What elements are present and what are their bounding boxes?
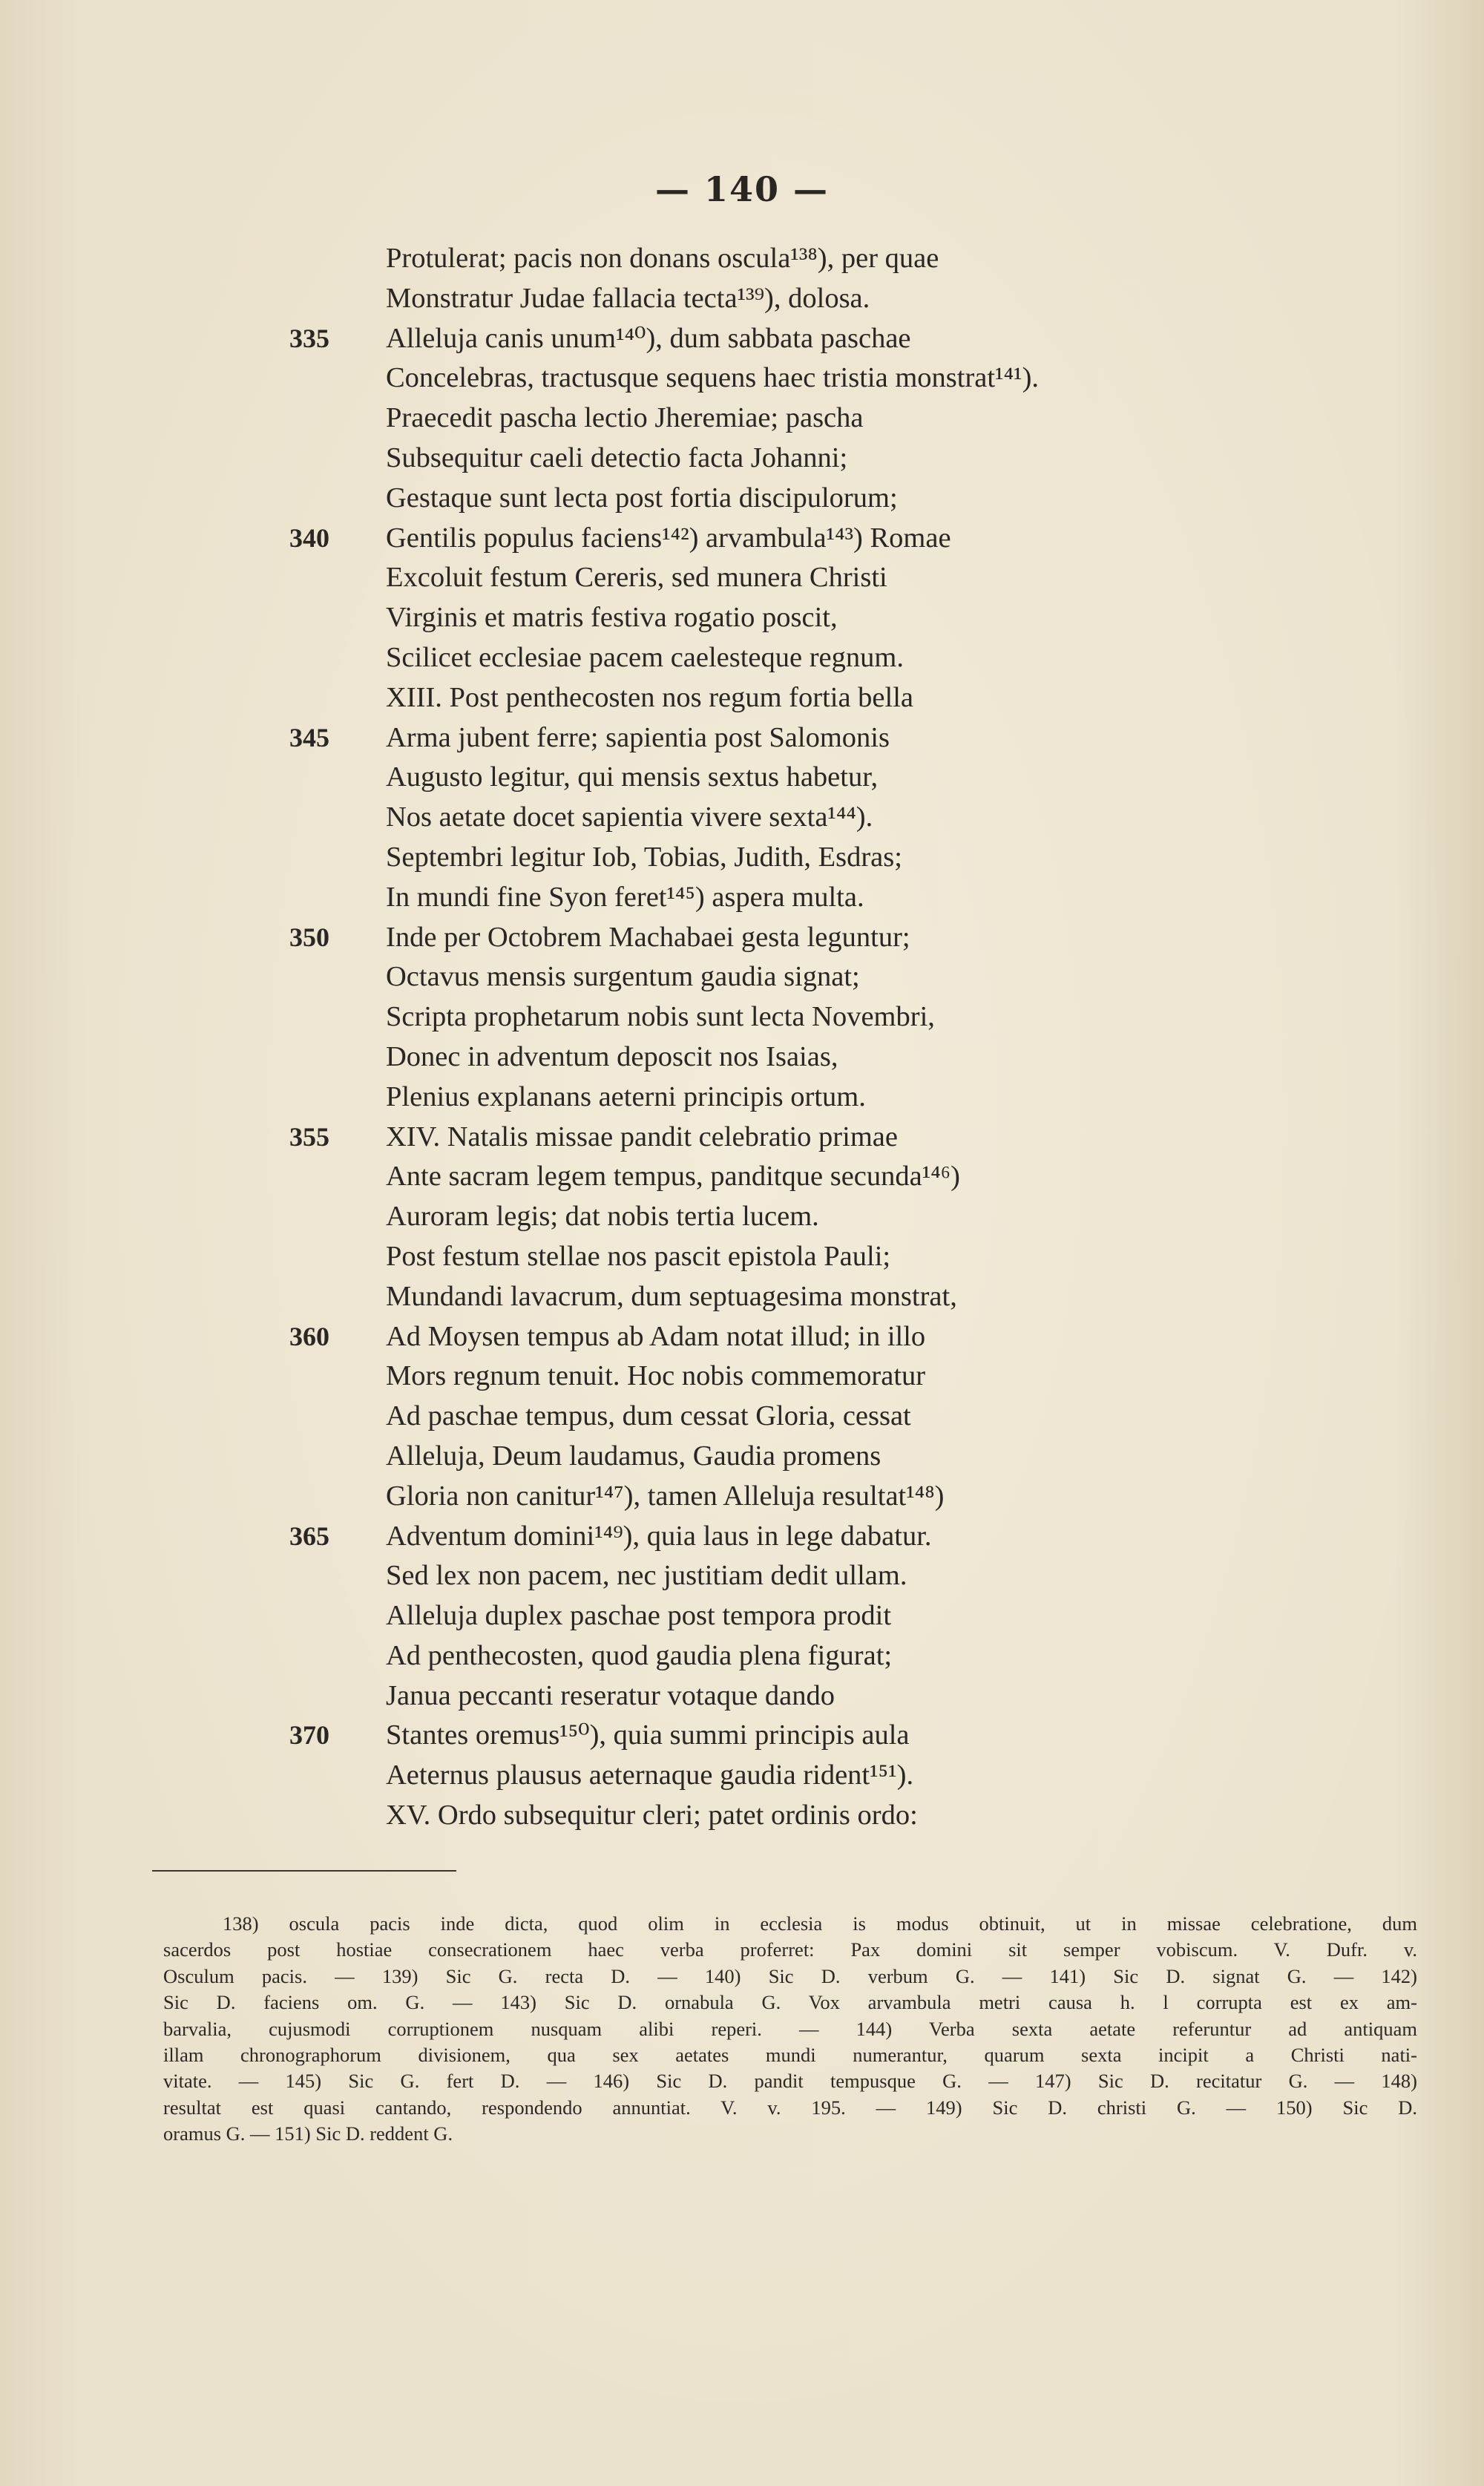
verse-text: Arma jubent ferre; sapientia post Salomonis [386, 721, 890, 753]
verse-line [0, 319, 1484, 359]
footnote-line: 138) oscula pacis inde dicta, quod olim in ecclesia is modus obtinuit, ut in missae celebratione, dum [223, 1912, 1417, 1935]
verse-text: Virginis et matris festiva rogatio poscit, [386, 602, 838, 634]
verse-text: XIII. Post penthecosten nos regum fortia bella [386, 681, 913, 713]
verse-text: Mors regnum tenuit. Hoc nobis commemoratur [386, 1360, 926, 1392]
verse-line [0, 1556, 1484, 1596]
verse-text: Scilicet ecclesiae pacem caelesteque regnum. [386, 641, 904, 673]
verse-line [0, 1037, 1484, 1078]
verse-line [0, 1118, 1484, 1158]
verse-line [0, 1078, 1484, 1118]
footnote-line: Sic D. faciens om. G. — 143) Sic D. ornabula G. Vox arvambula metri causa h. l corrupta est ex am- [163, 1991, 1417, 2014]
footnote-line: resultat est quasi cantando, respondendo annuntiat. V. v. 195. — 149) Sic D. christi G. — 150) Sic D. [163, 2096, 1417, 2119]
page-number: — 140 — [654, 169, 830, 209]
verse-text: Sed lex non pacem, nec justitiam dedit ullam. [386, 1560, 907, 1592]
verse-line [0, 1437, 1484, 1477]
verse-text: Mundandi lavacrum, dum septuagesima monstrat, [386, 1280, 957, 1312]
verse-text: Gloria non canitur¹⁴⁷), tamen Alleluja resultat¹⁴⁸) [386, 1480, 945, 1512]
verse-text: Ante sacram legem tempus, panditque secunda¹⁴⁶) [386, 1161, 960, 1193]
verse-text: Aeternus plausus aeternaque gaudia rident¹⁵¹). [386, 1759, 914, 1791]
footnotes [163, 1911, 1417, 2148]
footnote-line: sacerdos post hostiae consecrationem haec verba proferret: Pax domini sit semper vobiscum. V. Dufr. v. [163, 1938, 1417, 1961]
verse-line [0, 638, 1484, 678]
verse-line [0, 957, 1484, 997]
verse-line [0, 399, 1484, 439]
verse-line [0, 1796, 1484, 1836]
verse-line [0, 678, 1484, 718]
verse-text: Gentilis populus faciens¹⁴²) arvambula¹⁴³) Romae [386, 522, 951, 554]
footnote-line: vitate. — 145) Sic G. fert D. — 146) Sic D. pandit tempusque G. — 147) Sic D. recitatur G. — 148) [163, 2070, 1417, 2093]
verse-line [0, 878, 1484, 918]
verse-line [0, 519, 1484, 559]
verse-text: Adventum domini¹⁴⁹), quia laus in lege dabatur. [386, 1520, 932, 1552]
verse-text: Protulerat; pacis non donans oscula¹³⁸), per quae [386, 243, 939, 274]
verse-line [0, 279, 1484, 319]
line-number: 340 [289, 522, 329, 553]
verse-text: Subsequitur caeli detectio facta Johanni; [386, 442, 848, 473]
verse-line [0, 838, 1484, 878]
verse-line [0, 1237, 1484, 1277]
verse-text: Plenius explanans aeterni principis ortum. [386, 1080, 866, 1112]
footnote-rule [152, 1870, 456, 1872]
verse-text: Auroram legis; dat nobis tertia lucem. [386, 1201, 819, 1233]
verse-line [0, 1596, 1484, 1636]
footnote-line: barvalia, cujusmodi corruptionem nusquam alibi reperi. — 144) Verba sexta aetate referuntur ad antiquam [163, 2017, 1417, 2040]
verse-line [0, 1277, 1484, 1317]
line-number: 350 [289, 922, 329, 952]
verse-line [0, 598, 1484, 638]
verse-text: Alleluja, Deum laudamus, Gaudia promens [386, 1440, 881, 1472]
poem-body [0, 239, 1484, 1836]
footnote-line: oramus G. — 151) Sic D. reddent G. [163, 2122, 453, 2145]
verse-line [0, 479, 1484, 519]
verse-text: Alleluja canis unum¹⁴⁰), dum sabbata paschae [386, 322, 911, 354]
verse-text: In mundi fine Syon feret¹⁴⁵) aspera multa. [386, 881, 864, 913]
verse-line [0, 1756, 1484, 1796]
verse-text: Post festum stellae nos pascit epistola Pauli; [386, 1240, 891, 1272]
verse-text: Praecedit pascha lectio Jheremiae; pascha [386, 402, 864, 434]
verse-text: Janua peccanti reseratur votaque dando [386, 1679, 835, 1711]
verse-text: XIV. Natalis missae pandit celebratio primae [386, 1121, 898, 1152]
verse-text: Ad paschae tempus, dum cessat Gloria, cessat [386, 1400, 911, 1432]
verse-text: Augusto legitur, qui mensis sextus habetur, [386, 761, 879, 793]
verse-text: Alleluja duplex paschae post tempora prodit [386, 1600, 892, 1632]
verse-text: Scripta prophetarum nobis sunt lecta Novembri, [386, 1001, 935, 1033]
verse-text: Monstratur Judae fallacia tecta¹³⁹), dolosa. [386, 282, 870, 314]
line-number: 345 [289, 722, 329, 752]
verse-line [0, 1197, 1484, 1237]
verse-text: XV. Ordo subsequitur cleri; patet ordinis ordo: [386, 1800, 918, 1831]
verse-text: Excoluit festum Cereris, sed munera Christi [386, 562, 887, 594]
verse-text: Nos aetate docet sapientia vivere sexta¹⁴⁴). [386, 801, 873, 833]
verse-line [0, 1317, 1484, 1357]
verse-line [0, 558, 1484, 598]
verse-line [0, 1477, 1484, 1517]
verse-line [0, 1636, 1484, 1676]
verse-text: Inde per Octobrem Machabaei gesta leguntur; [386, 921, 910, 953]
verse-line [0, 1716, 1484, 1756]
verse-text: Stantes oremus¹⁵⁰), quia summi principis aula [386, 1719, 910, 1751]
verse-line [0, 1157, 1484, 1197]
verse-line [0, 239, 1484, 279]
verse-line [0, 798, 1484, 838]
verse-line [0, 1517, 1484, 1557]
verse-line [0, 758, 1484, 798]
verse-line [0, 918, 1484, 958]
verse-line [0, 1676, 1484, 1716]
verse-text: Ad Moysen tempus ab Adam notat illud; in illo [386, 1320, 926, 1352]
line-number: 370 [289, 1720, 329, 1751]
verse-line [0, 1397, 1484, 1437]
verse-text: Gestaque sunt lecta post fortia discipulorum; [386, 482, 898, 514]
line-number: 335 [289, 323, 329, 353]
footnote-line: Osculum pacis. — 139) Sic G. recta D. — 140) Sic D. verbum G. — 141) Sic D. signat G. — 142) [163, 1964, 1417, 1987]
verse-line [0, 718, 1484, 758]
verse-line [0, 1357, 1484, 1397]
line-number: 360 [289, 1321, 329, 1351]
verse-line [0, 439, 1484, 479]
footnote-line: illam chronographorum divisionem, qua sex aetates mundi numerantur, quarum sexta incipit a Christi nati- [163, 2044, 1417, 2067]
verse-text: Octavus mensis surgentum gaudia signat; [386, 961, 860, 993]
verse-text: Concelebras, tractusque sequens haec tristia monstrat¹⁴¹). [386, 362, 1040, 394]
verse-text: Septembri legitur Iob, Tobias, Judith, Esdras; [386, 841, 902, 873]
verse-line [0, 358, 1484, 399]
line-number: 355 [289, 1121, 329, 1152]
verse-line [0, 997, 1484, 1037]
verse-text: Donec in adventum deposcit nos Isaias, [386, 1040, 838, 1072]
line-number: 365 [289, 1521, 329, 1551]
verse-text: Ad penthecosten, quod gaudia plena figurat; [386, 1639, 893, 1671]
